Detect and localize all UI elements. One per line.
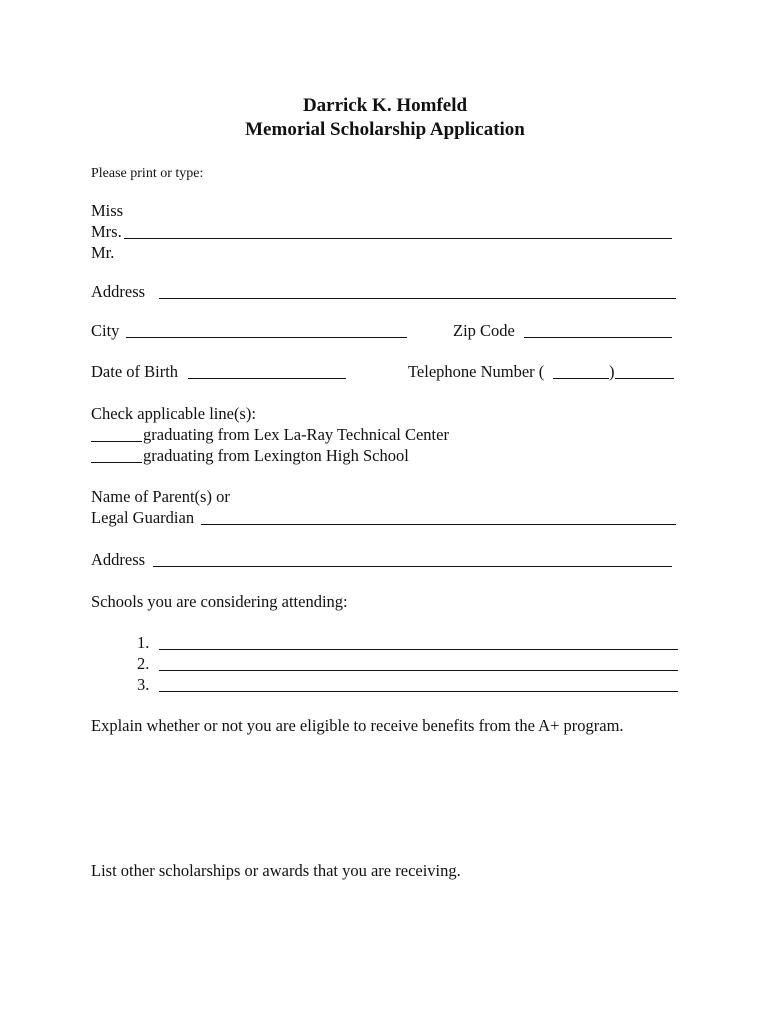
honorific-mrs: Mrs. (91, 222, 122, 241)
telephone-label: Telephone Number ( (408, 362, 545, 381)
schools-label: Schools you are considering attending: (91, 592, 348, 611)
guardian-label-line2: Legal Guardian (91, 508, 195, 527)
school-number-2: 2. (137, 654, 150, 673)
guardian-address-line[interactable] (153, 566, 672, 567)
telephone-area-code-line[interactable] (553, 378, 609, 379)
address-label: Address (91, 282, 146, 301)
school-line-3[interactable] (159, 691, 678, 692)
school-line-2[interactable] (159, 670, 678, 671)
address-line[interactable] (159, 298, 676, 299)
honorific-mr: Mr. (91, 243, 115, 262)
honorific-miss: Miss (91, 201, 124, 220)
zip-code-label: Zip Code (453, 321, 515, 340)
check-lines-label: Check applicable line(s): (91, 404, 256, 423)
aplus-answer-area[interactable] (91, 742, 681, 850)
guardian-name-line[interactable] (201, 524, 676, 525)
other-awards-question: List other scholarships or awards that you are receiving. (91, 861, 461, 880)
telephone-paren-close: ) (609, 362, 615, 381)
option-lexington-high: graduating from Lexington High School (143, 446, 409, 465)
guardian-label-line1: Name of Parent(s) or (91, 487, 230, 506)
other-awards-answer-area[interactable] (91, 888, 681, 998)
form-title-line1: Darrick K. Homfeld (302, 95, 468, 116)
instructions-text: Please print or type: (91, 166, 204, 181)
date-of-birth-line[interactable] (188, 378, 346, 379)
aplus-eligibility-question: Explain whether or not you are eligible to receive benefits from the A+ program. (91, 716, 624, 735)
telephone-number-line[interactable] (615, 378, 674, 379)
zip-code-line[interactable] (524, 337, 672, 338)
check-line-lex-la-ray[interactable] (91, 441, 142, 442)
city-line[interactable] (126, 337, 407, 338)
check-line-lexington-high[interactable] (91, 462, 142, 463)
applicant-name-line[interactable] (124, 238, 672, 239)
form-title-line2: Memorial Scholarship Application (245, 119, 525, 140)
option-lex-la-ray: graduating from Lex La-Ray Technical Center (143, 425, 449, 444)
school-number-1: 1. (137, 633, 150, 652)
school-number-3: 3. (137, 675, 150, 694)
city-label: City (91, 321, 120, 340)
date-of-birth-label: Date of Birth (91, 362, 179, 381)
school-line-1[interactable] (159, 649, 678, 650)
guardian-address-label: Address (91, 550, 146, 569)
